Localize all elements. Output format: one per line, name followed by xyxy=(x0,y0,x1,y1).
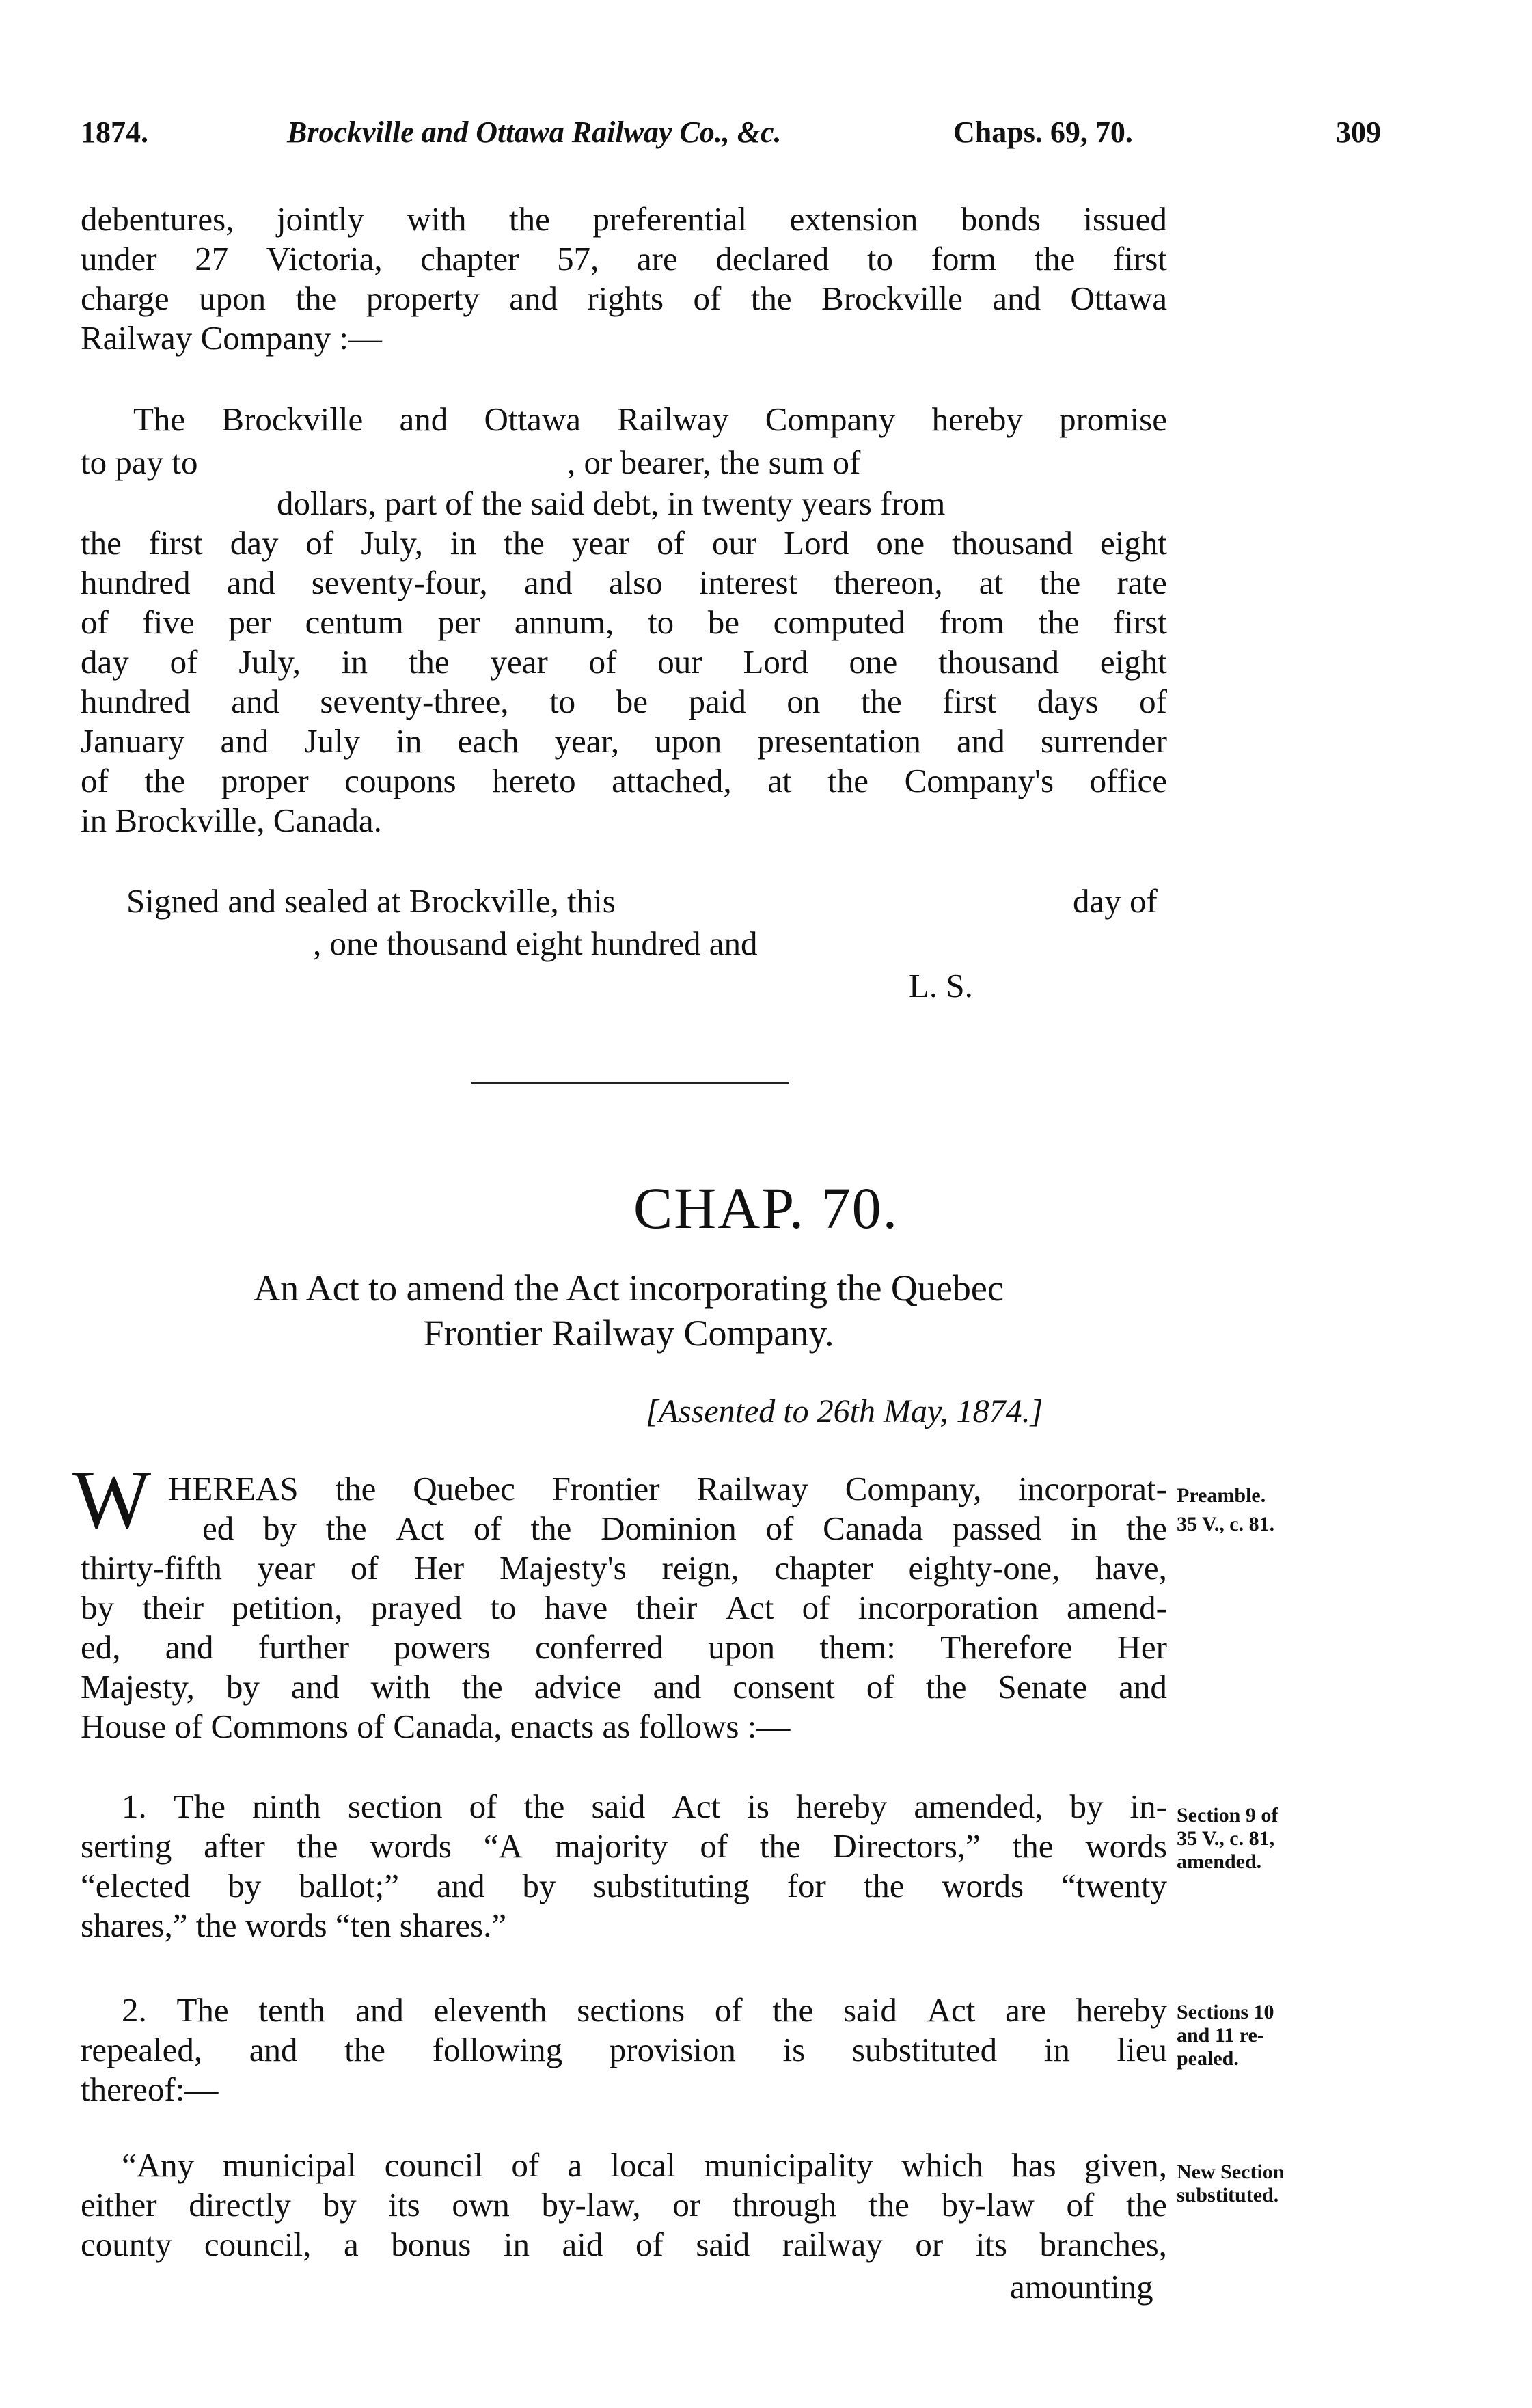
margin-note-preamble: Preamble. xyxy=(1177,1484,1266,1507)
header-chapters: Chaps. 69, 70. xyxy=(953,115,1133,149)
section-2 xyxy=(81,1990,1167,2109)
seal-mark: L. S. xyxy=(909,967,973,1004)
text-line: shares,” the words “ten shares.” xyxy=(81,1906,507,1944)
margin-line: pealed. xyxy=(1177,2047,1239,2070)
preamble-line-2: ed by the Act of the Dominion of Canada passed in the xyxy=(202,1509,1167,1547)
assent-date: [Assented to 26th May, 1874.] xyxy=(646,1393,1043,1429)
text-line: thirty-fifth year of Her Majesty's reign, chapter eighty-one, have, xyxy=(81,1549,1167,1587)
text-line: serting after the words “A majority of the Directors,” the words xyxy=(81,1827,1167,1865)
text-line: repealed, and the following provision is substituted in lieu xyxy=(81,2031,1167,2068)
catchword: amounting xyxy=(1010,2268,1153,2306)
margin-note-statute: 35 V., c. 81. xyxy=(1177,1513,1275,1535)
section-divider xyxy=(471,1082,789,1084)
bond-line-3: dollars, part of the said debt, in twenty years from xyxy=(277,484,946,522)
chapter-title-line-1: An Act to amend the Act incorporating the Quebec xyxy=(254,1268,1004,1309)
chapter-heading: CHAP. 70. xyxy=(633,1175,899,1241)
text-line: in Brockville, Canada. xyxy=(81,802,382,839)
text-line: under 27 Victoria, chapter 57, are declared to form the first xyxy=(81,240,1167,277)
drop-cap: W xyxy=(72,1453,152,1546)
margin-line: substituted. xyxy=(1177,2184,1279,2206)
bond-line-1: The Brockville and Ottawa Railway Company hereby promise xyxy=(133,400,1167,438)
text-line: ed, and further powers conferred upon them: Therefore Her xyxy=(81,1628,1167,1666)
margin-line: Sections 10 xyxy=(1177,2001,1274,2023)
margin-line: 35 V., c. 81, xyxy=(1177,1827,1275,1850)
text-line: debentures, jointly with the preferential extension bonds issued xyxy=(81,200,1167,238)
text-line: hundred and seventy-three, to be paid on the first days of xyxy=(81,683,1167,720)
chapter-title xyxy=(68,1265,1189,1356)
text-line: either directly by its own by-law, or through the by-law of the xyxy=(81,2186,1167,2224)
bond-line-2b: , or bearer, the sum of xyxy=(567,443,861,481)
header-running-title: Brockville and Ottawa Railway Co., &c. xyxy=(287,115,782,149)
text-line: Majesty, by and with the advice and consent of the Senate and xyxy=(81,1668,1167,1706)
chapter-title-line-2: Frontier Railway Company. xyxy=(423,1313,834,1354)
text-line: charge upon the property and rights of the Brockville and Ottawa xyxy=(81,279,1167,317)
margin-line: amended. xyxy=(1177,1850,1262,1873)
text-line: of the proper coupons hereto attached, at the Company's office xyxy=(81,762,1167,799)
margin-note-section-1 xyxy=(1177,1804,1278,1874)
text-line: “elected by ballot;” and by substituting for the words “twenty xyxy=(81,1867,1167,1904)
text-line: 2. The tenth and eleventh sections of the said Act are hereby xyxy=(122,1991,1167,2029)
preamble-line-1: HEREAS the Quebec Frontier Railway Company, incorporat- xyxy=(168,1470,1167,1507)
margin-line: Section 9 of xyxy=(1177,1804,1278,1826)
text-line: county council, a bonus in aid of said railway or its branches, xyxy=(81,2226,1167,2263)
bond-body xyxy=(81,523,1167,840)
text-line: “Any municipal council of a local municipality which has given, xyxy=(122,2146,1167,2184)
text-line: Railway Company :— xyxy=(81,319,382,357)
text-line: January and July in each year, upon presentation and surrender xyxy=(81,722,1167,760)
text-line: 1. The ninth section of the said Act is hereby amended, by in- xyxy=(122,1788,1167,1825)
margin-note-section-2 xyxy=(1177,2001,1274,2070)
text-line: of five per centum per annum, to be computed from the first xyxy=(81,603,1167,641)
signed-line-2: , one thousand eight hundred and xyxy=(313,925,758,962)
text-line: day of July, in the year of our Lord one thousand eight xyxy=(81,643,1167,681)
text-line: the first day of July, in the year of our Lord one thousand eight xyxy=(81,524,1167,562)
intro-paragraph xyxy=(81,200,1167,358)
section-1 xyxy=(81,1787,1167,1945)
preamble-body xyxy=(81,1548,1167,1747)
header-page-number: 309 xyxy=(1336,115,1381,149)
signed-line-b: day of xyxy=(1073,882,1158,920)
margin-note-section-3 xyxy=(1177,2161,1284,2207)
header-year: 1874. xyxy=(81,115,148,149)
text-line: by their petition, prayed to have their Act of incorporation amend- xyxy=(81,1589,1167,1626)
signed-line-a: Signed and sealed at Brockville, this xyxy=(126,882,616,920)
text-line: House of Commons of Canada, enacts as follows :— xyxy=(81,1708,791,1745)
text-line: hundred and seventy-four, and also interest thereon, at the rate xyxy=(81,564,1167,601)
margin-line: and 11 re- xyxy=(1177,2024,1264,2047)
bond-line-2a: to pay to xyxy=(81,443,198,481)
margin-line: New Section xyxy=(1177,2161,1285,2183)
text-line: thereof:— xyxy=(81,2070,219,2108)
section-3 xyxy=(81,2146,1167,2265)
